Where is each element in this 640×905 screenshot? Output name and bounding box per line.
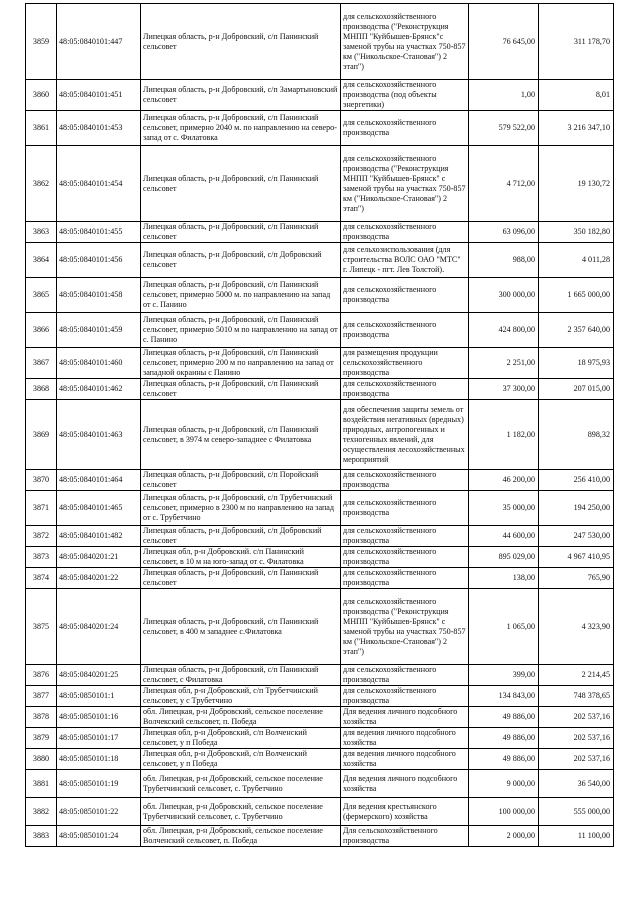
area-cell: 1 065,00 [469, 589, 539, 665]
table-row [26, 526, 614, 547]
area-cell: 300 000,00 [469, 278, 539, 313]
cadastral-value-cell: 202 537,16 [539, 749, 614, 770]
address-cell: Липецкая область, р-н Добровский, с/п Панинский сельсовет, в 400 м западнее с.Филатовка [141, 589, 341, 665]
table-row [26, 707, 614, 728]
table-row [26, 400, 614, 470]
table-row [26, 798, 614, 826]
cadastral-value-cell: 350 182,80 [539, 222, 614, 243]
permitted-use-cell: для сельскохозяйственного производства ("Реконструкция МНПП "Куйбышев-Брянск" с заменой трубы на участках 750-857 км ("Никольское-Становая") 2 этап") [341, 146, 469, 222]
cadastral-value-cell: 247 530,00 [539, 526, 614, 547]
table-row [26, 4, 614, 80]
cadastral-number-cell: 48:05:0840201:22 [57, 568, 141, 589]
table-row [26, 547, 614, 568]
row-number-cell: 3883 [26, 826, 57, 847]
address-cell: Липецкая обл, р-н Добровский, с/п Трубетчинский сельсовет, у с Трубетчино [141, 686, 341, 707]
cadastral-value-cell: 3 216 347,10 [539, 111, 614, 146]
table-row [26, 222, 614, 243]
table-row [26, 379, 614, 400]
cadastral-value-cell: 1 665 000,00 [539, 278, 614, 313]
area-cell: 1 182,00 [469, 400, 539, 470]
table-row [26, 665, 614, 686]
permitted-use-cell: для обеспечения защиты земель от воздействия негативных (вредных) природных, антропогенных и техногенных явлений, для осуществления лесохозяйственных мероприятий [341, 400, 469, 470]
row-number-cell: 3861 [26, 111, 57, 146]
table-row [26, 348, 614, 379]
permitted-use-cell: для сельскохозяйственного производства [341, 547, 469, 568]
cadastral-value-cell: 2 214,45 [539, 665, 614, 686]
cadastral-value-cell: 194 250,00 [539, 491, 614, 526]
address-cell: Липецкая область, р-н Добровский, с/п Добровский сельсовет [141, 526, 341, 547]
table-row [26, 146, 614, 222]
row-number-cell: 3878 [26, 707, 57, 728]
area-cell: 44 600,00 [469, 526, 539, 547]
cadastral-number-cell: 48:05:0850101:1 [57, 686, 141, 707]
area-cell: 49 886,00 [469, 728, 539, 749]
cadastral-number-cell: 48:05:0850101:17 [57, 728, 141, 749]
row-number-cell: 3862 [26, 146, 57, 222]
address-cell: обл. Липецкая, р-н Добровский, сельское поселение Трубетчинский сельсовет, с. Трубетчино [141, 770, 341, 798]
cadastral-value-cell: 4 323,90 [539, 589, 614, 665]
cadastral-value-cell: 4 011,28 [539, 243, 614, 278]
address-cell: Липецкая область, р-н Добровский, с/п Панинский сельсовет, примерно 5000 м. по направлению на запад от с. Панино [141, 278, 341, 313]
row-number-cell: 3875 [26, 589, 57, 665]
cadastral-number-cell: 48:05:0840101:482 [57, 526, 141, 547]
address-cell: Липецкая область, р-н Добровский, с/п Панинский сельсовет, примерно 2040 м. по направлению на северо-запад от с. Филатовка [141, 111, 341, 146]
permitted-use-cell: для сельскохозяйственного производства ("Реконструкция МНПП "Куйбышев-Брянск"с заменой трубы на участках 750-857 км ("Никольское-Становая") 2 этап") [341, 4, 469, 80]
cadastral-value-cell: 202 537,16 [539, 728, 614, 749]
cadastral-number-cell: 48:05:0850101:22 [57, 798, 141, 826]
area-cell: 76 645,00 [469, 4, 539, 80]
permitted-use-cell: для сельскохозяйственного производства [341, 526, 469, 547]
permitted-use-cell: для сельскохозяйственного производства [341, 111, 469, 146]
cadastral-number-cell: 48:05:0850101:19 [57, 770, 141, 798]
area-cell: 46 200,00 [469, 470, 539, 491]
address-cell: Липецкая область, р-н Добровский, с/п Панинский сельсовет [141, 146, 341, 222]
cadastral-value-cell: 202 537,16 [539, 707, 614, 728]
address-cell: Липецкая область, р-н Добровский, с/п Панинский сельсовет [141, 4, 341, 80]
cadastral-number-cell: 48:05:0850101:24 [57, 826, 141, 847]
address-cell: Липецкая обл, р-н Добровский, с/п Волченский сельсовет, у п Победа [141, 749, 341, 770]
area-cell: 35 000,00 [469, 491, 539, 526]
permitted-use-cell: для сельскохозяйственного производства [341, 379, 469, 400]
table-row [26, 111, 614, 146]
row-number-cell: 3863 [26, 222, 57, 243]
address-cell: обл. Липецкая, р-н Добровский, сельское поселение Волчекский сельсовет, п. Победа [141, 707, 341, 728]
cadastral-value-cell: 11 100,00 [539, 826, 614, 847]
address-cell: Липецкая обл, р-н Добровский. с/п Панинский сельсовет, в 10 м на юго-запад от с. Филатовка [141, 547, 341, 568]
area-cell: 138,00 [469, 568, 539, 589]
permitted-use-cell: для сельскохозяйственного производства [341, 686, 469, 707]
permitted-use-cell: для сельхозиспользования (для строительства ВОЛС ОАО "МТС" г. Липецк - пгт. Лев Толстой). [341, 243, 469, 278]
table-row [26, 278, 614, 313]
row-number-cell: 3877 [26, 686, 57, 707]
cadastral-value-cell: 19 130,72 [539, 146, 614, 222]
row-number-cell: 3860 [26, 80, 57, 111]
address-cell: Липецкая область, р-н Добровский, с/п Панинский сельсовет, примерно 5010 м по направлению на запад от с. Панино [141, 313, 341, 348]
table-row [26, 491, 614, 526]
row-number-cell: 3869 [26, 400, 57, 470]
permitted-use-cell: для сельскохозяйственного производства [341, 665, 469, 686]
table-row [26, 568, 614, 589]
table-row [26, 749, 614, 770]
cadastral-number-cell: 48:05:0840201:25 [57, 665, 141, 686]
area-cell: 895 029,00 [469, 547, 539, 568]
cadastral-value-cell: 256 410,00 [539, 470, 614, 491]
area-cell: 399,00 [469, 665, 539, 686]
table-row [26, 826, 614, 847]
permitted-use-cell: для сельскохозяйственного производства [341, 491, 469, 526]
area-cell: 4 712,00 [469, 146, 539, 222]
land-parcels-table [25, 3, 614, 847]
cadastral-number-cell: 48:05:0850101:16 [57, 707, 141, 728]
address-cell: Липецкая область, р-н Добровский, с/п Панинский сельсовет, примерно 200 м по направлению на запад от западной окраины с Панино [141, 348, 341, 379]
row-number-cell: 3879 [26, 728, 57, 749]
cadastral-number-cell: 48:05:0840101:458 [57, 278, 141, 313]
area-cell: 2 000,00 [469, 826, 539, 847]
row-number-cell: 3871 [26, 491, 57, 526]
cadastral-number-cell: 48:05:0840101:447 [57, 4, 141, 80]
address-cell: Липецкая область, р-н Добровский, с/п Замартыновский сельсовет [141, 80, 341, 111]
row-number-cell: 3873 [26, 547, 57, 568]
permitted-use-cell: для сельскохозяйственного производства [341, 568, 469, 589]
address-cell: Липецкая область, р-н Добровский, с/п Панинский сельсовет [141, 222, 341, 243]
area-cell: 1,00 [469, 80, 539, 111]
table-row [26, 728, 614, 749]
cadastral-number-cell: 48:05:0840101:462 [57, 379, 141, 400]
cadastral-number-cell: 48:05:0840101:454 [57, 146, 141, 222]
permitted-use-cell: для сельскохозяйственного производства (под объекты энергетики) [341, 80, 469, 111]
area-cell: 579 522,00 [469, 111, 539, 146]
address-cell: Липецкая область, р-н Добровский, с/п Панинский сельсовет, в 3974 м северо-западнее с Филатовка [141, 400, 341, 470]
row-number-cell: 3864 [26, 243, 57, 278]
area-cell: 2 251,00 [469, 348, 539, 379]
area-cell: 37 300,00 [469, 379, 539, 400]
address-cell: Липецкая обл, р-н Добровский, с/п Волченский сельсовет, у п Победа [141, 728, 341, 749]
cadastral-value-cell: 4 967 410,95 [539, 547, 614, 568]
cadastral-value-cell: 36 540,00 [539, 770, 614, 798]
area-cell: 988,00 [469, 243, 539, 278]
table-row [26, 589, 614, 665]
cadastral-number-cell: 48:05:0840101:453 [57, 111, 141, 146]
permitted-use-cell: для ведения личного подсобного хозяйства [341, 728, 469, 749]
cadastral-value-cell: 311 178,70 [539, 4, 614, 80]
table-row [26, 243, 614, 278]
cadastral-value-cell: 765,90 [539, 568, 614, 589]
address-cell: Липецкая область, р-н Добровский, с/п Трубетчинский сельсовет, примерно в 2300 м по направлению на запад от с. Трубетчино [141, 491, 341, 526]
row-number-cell: 3868 [26, 379, 57, 400]
row-number-cell: 3872 [26, 526, 57, 547]
address-cell: Липецкая область, р-н Добровский, с/п Добровский сельсовет [141, 243, 341, 278]
area-cell: 9 000,00 [469, 770, 539, 798]
area-cell: 424 800,00 [469, 313, 539, 348]
cadastral-number-cell: 48:05:0840101:459 [57, 313, 141, 348]
table-row [26, 770, 614, 798]
cadastral-number-cell: 48:05:0840101:463 [57, 400, 141, 470]
table-row [26, 470, 614, 491]
row-number-cell: 3866 [26, 313, 57, 348]
area-cell: 63 096,00 [469, 222, 539, 243]
row-number-cell: 3874 [26, 568, 57, 589]
cadastral-number-cell: 48:05:0840101:456 [57, 243, 141, 278]
permitted-use-cell: для размещения продукции сельскохозяйственного производства [341, 348, 469, 379]
permitted-use-cell: для сельскохозяйственного производства [341, 313, 469, 348]
table-row [26, 313, 614, 348]
row-number-cell: 3881 [26, 770, 57, 798]
cadastral-number-cell: 48:05:0840101:455 [57, 222, 141, 243]
cadastral-number-cell: 48:05:0850101:18 [57, 749, 141, 770]
row-number-cell: 3867 [26, 348, 57, 379]
row-number-cell: 3870 [26, 470, 57, 491]
cadastral-value-cell: 18 975,93 [539, 348, 614, 379]
permitted-use-cell: Для сельскохозяйственного производства [341, 826, 469, 847]
cadastral-value-cell: 748 378,65 [539, 686, 614, 707]
cadastral-value-cell: 2 357 640,00 [539, 313, 614, 348]
area-cell: 100 000,00 [469, 798, 539, 826]
address-cell: Липецкая область, р-н Добровский, с/п Панинский сельсовет, с Филатовка [141, 665, 341, 686]
cadastral-value-cell: 555 000,00 [539, 798, 614, 826]
address-cell: Липецкая область, р-н Добровский, с/п Панинский сельсовет [141, 379, 341, 400]
permitted-use-cell: для сельскохозяйственного производства ("Реконструкция МНПП "Куйбышев-Брянск" с заменой трубы на участках 750-857 км ("Никольское-Становая") 2 этап") [341, 589, 469, 665]
permitted-use-cell: для сельскохозяйственного производства [341, 278, 469, 313]
cadastral-number-cell: 48:05:0840101:451 [57, 80, 141, 111]
permitted-use-cell: Для ведения крестьянского (фермерского) хозяйства [341, 798, 469, 826]
cadastral-value-cell: 8,01 [539, 80, 614, 111]
cadastral-number-cell: 48:05:0840101:464 [57, 470, 141, 491]
permitted-use-cell: для сельскохозяйственного производства [341, 222, 469, 243]
permitted-use-cell: Для ведения личного подсобного хозяйства [341, 770, 469, 798]
cadastral-value-cell: 207 015,00 [539, 379, 614, 400]
row-number-cell: 3859 [26, 4, 57, 80]
address-cell: Липецкая область, р-н Добровский, с/п Поройский сельсовет [141, 470, 341, 491]
cadastral-number-cell: 48:05:0840201:21 [57, 547, 141, 568]
area-cell: 49 886,00 [469, 749, 539, 770]
area-cell: 134 843,00 [469, 686, 539, 707]
permitted-use-cell: Для ведения личного подсобного хозяйства [341, 707, 469, 728]
address-cell: обл. Липецкая, р-н Добровский, сельское поселение Трубетчинский сельсовет, с. Трубетчино [141, 798, 341, 826]
address-cell: обл. Липецкая, р-н Добровский, сельское поселение Волченский сельсовет, п. Победа [141, 826, 341, 847]
permitted-use-cell: для сельскохозяйственного производства [341, 470, 469, 491]
table-body [26, 4, 614, 847]
row-number-cell: 3882 [26, 798, 57, 826]
cadastral-number-cell: 48:05:0840201:24 [57, 589, 141, 665]
table-row [26, 80, 614, 111]
row-number-cell: 3865 [26, 278, 57, 313]
table-row [26, 686, 614, 707]
row-number-cell: 3876 [26, 665, 57, 686]
cadastral-number-cell: 48:05:0840101:465 [57, 491, 141, 526]
row-number-cell: 3880 [26, 749, 57, 770]
area-cell: 49 886,00 [469, 707, 539, 728]
cadastral-number-cell: 48:05:0840101:460 [57, 348, 141, 379]
permitted-use-cell: для ведения личного подсобного хозяйства [341, 749, 469, 770]
cadastral-value-cell: 898,32 [539, 400, 614, 470]
address-cell: Липецкая область, р-н Добровский, с/п Панинский сельсовет [141, 568, 341, 589]
